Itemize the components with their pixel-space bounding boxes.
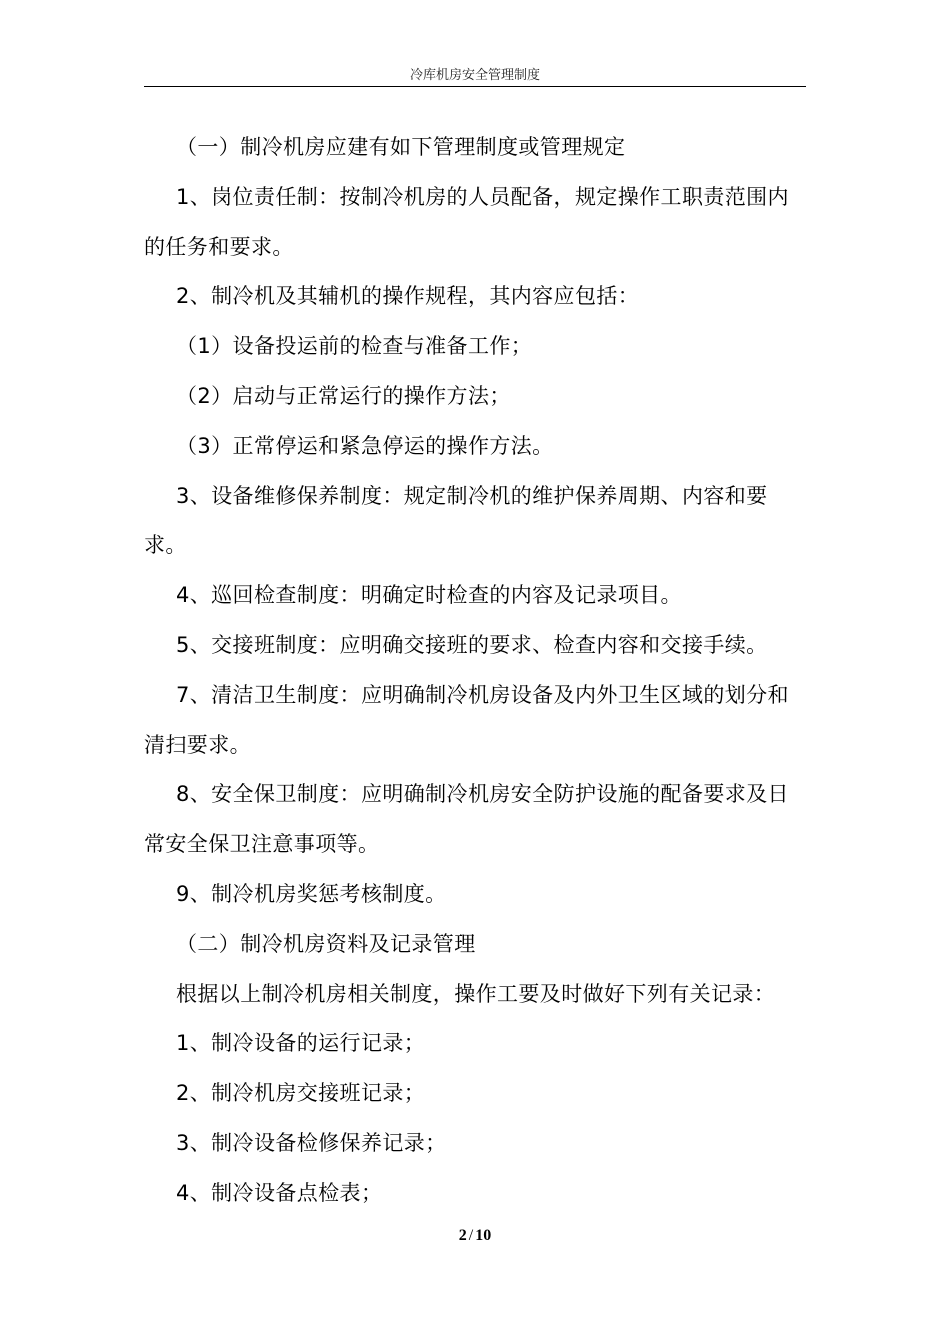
- list-item-maintenance-record: 3、制冷设备检修保养记录；: [176, 1130, 447, 1155]
- paragraph-cleaning-hygiene: 7、清洁卫生制度：应明确制冷机房设备及内外卫生区域的划分和清扫要求。: [144, 682, 789, 757]
- paragraph-shift-handover: 5、交接班制度：应明确交接班的要求、检查内容和交接手续。: [176, 632, 768, 657]
- page-number: [0, 1224, 950, 1248]
- list-item-pre-operation-check: （1）设备投运前的检查与准备工作；: [176, 334, 533, 359]
- document-body: [144, 123, 806, 1219]
- paragraph-reward-penalty: 9、制冷机房奖惩考核制度。: [176, 881, 447, 906]
- paragraph-patrol-inspection: 4、巡回检查制度：明确定时检查的内容及记录项目。: [176, 583, 682, 608]
- list-item-operation-record: 1、制冷设备的运行记录；: [176, 1031, 426, 1056]
- paragraph-job-responsibility: 1、岗位责任制：按制冷机房的人员配备，规定操作工职责范围内的任务和要求。: [144, 184, 789, 259]
- list-item-shutdown-operation: （3）正常停运和紧急停运的操作方法。: [176, 433, 554, 458]
- list-item-startup-operation: （2）启动与正常运行的操作方法；: [176, 383, 511, 408]
- section-heading-2: （二）制冷机房资料及记录管理: [176, 931, 476, 956]
- total-page-count: 10: [475, 1227, 492, 1244]
- list-item-handover-record: 2、制冷机房交接班记录；: [176, 1081, 426, 1106]
- paragraph-records-intro: 根据以上制冷机房相关制度，操作工要及时做好下列有关记录：: [176, 981, 776, 1006]
- paragraph-operating-procedures: 2、制冷机及其辅机的操作规程，其内容应包括：: [176, 284, 640, 309]
- paragraph-maintenance-system: 3、设备维修保养制度：规定制冷机的维护保养周期、内容和要求。: [144, 483, 768, 558]
- paragraph-security-system: 8、安全保卫制度：应明确制冷机房安全防护设施的配备要求及日常安全保卫注意事项等。: [144, 782, 789, 857]
- page-header-title: 冷库机房安全管理制度: [409, 68, 540, 83]
- list-item-inspection-table: 4、制冷设备点检表；: [176, 1180, 383, 1205]
- section-heading-1: （一）制冷机房应建有如下管理制度或管理规定: [176, 135, 626, 159]
- current-page-number: 2: [458, 1227, 467, 1244]
- header-divider: [144, 86, 806, 87]
- page-separator: /: [468, 1227, 474, 1244]
